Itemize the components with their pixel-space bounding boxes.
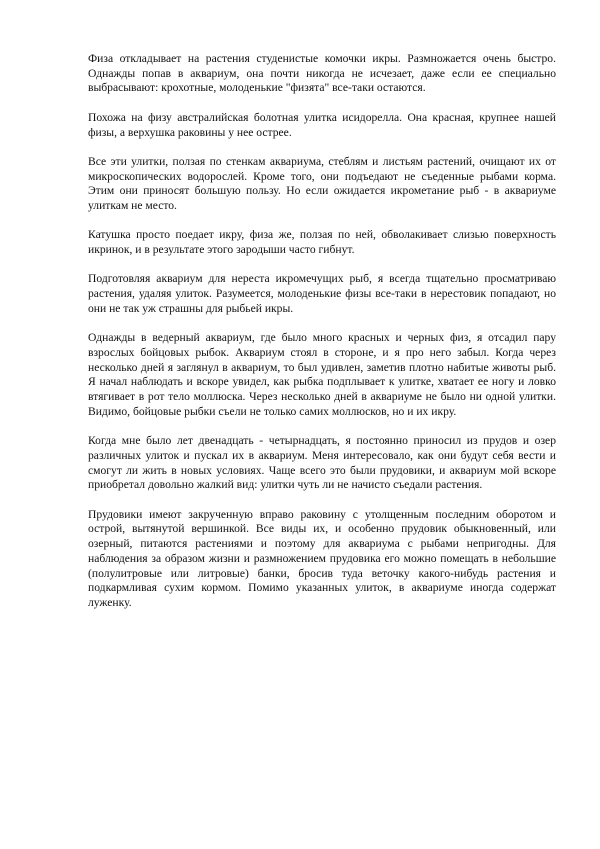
paragraph-6: Однажды в ведерный аквариум, где было много красных и черных физ, я отсадил пару взрослых бойцовых рыбок. Аквариум стоял в стороне, и я про него забыл. Когда через несколько дней я заглянул в аквариум, то был удивлен, заметив плотно набитые животы рыб. Я начал наблюдать и вскоре увидел, как рыбка подплывает к улитке, хватает ее ногу и ловко втягивает в рот тело моллюска. Через несколько дней в аквариуме не было ни одной улитки. Видимо, бойцовые рыбки съели не только самих моллюсков, но и их икру.: [88, 331, 556, 418]
paragraph-7: Когда мне было лет двенадцать - четырнадцать, я постоянно приносил из прудов и озер различных улиток и пускал их в аквариум. Меня интересовало, как они будут себя вести и смогут ли жить в новых условиях. Чаще всего это были прудовики, и аквариум мой вскоре приобретал довольно жалкий вид: улитки чуть ли не начисто съедали растения.: [88, 434, 556, 492]
paragraph-1: Физа откладывает на растения студенистые комочки икры. Размножается очень быстро. Однажды попав в аквариум, она почти никогда не исчезает, даже если ее специально выбрасывают: крохотные, молоденькие "физята" все-таки остаются.: [88, 52, 556, 95]
paragraph-8: Прудовики имеют закрученную вправо раковину с утолщенным последним оборотом и острой, вытянутой вершинкой. Все виды их, и особенно прудовик обыкновенный, или озерный, питаются растениями и поэтому для аквариума с рыбами непригодны. Для наблюдения за образом жизни и размножением прудовика его можно помещать в небольшие (полулитровые или литровые) банки, бросив туда веточку какого-нибудь растения и подкармливая сухим кормом. Помимо указанных улиток, в аквариуме иногда содержат луженку.: [88, 507, 556, 609]
paragraph-5: Подготовляя аквариум для нереста икромечущих рыб, я всегда тщательно просматриваю растения, удаляя улиток. Разумеется, молоденькие физы все-таки в нерестовик попадают, но они не так уж страшны для рыбьей икры.: [88, 272, 556, 315]
document-page: [88, 52, 556, 625]
paragraph-3: Все эти улитки, ползая по стенкам аквариума, стеблям и листьям растений, очищают их от микроскопических водорослей. Кроме того, они подъедают не съеденные рыбами корма. Этим они приносят большую пользу. Но если ожидается икрометание рыб - в аквариуме улиткам не место.: [88, 154, 556, 212]
paragraph-4: Катушка просто поедает икру, физа же, ползая по ней, обволакивает слизью поверхность икринок, и в результате этого зародыши часто гибнут.: [88, 228, 556, 257]
paragraph-2: Похожа на физу австралийская болотная улитка исидорелла. Она красная, крупнее нашей физы, а верхушка раковины у нее острее.: [88, 110, 556, 139]
